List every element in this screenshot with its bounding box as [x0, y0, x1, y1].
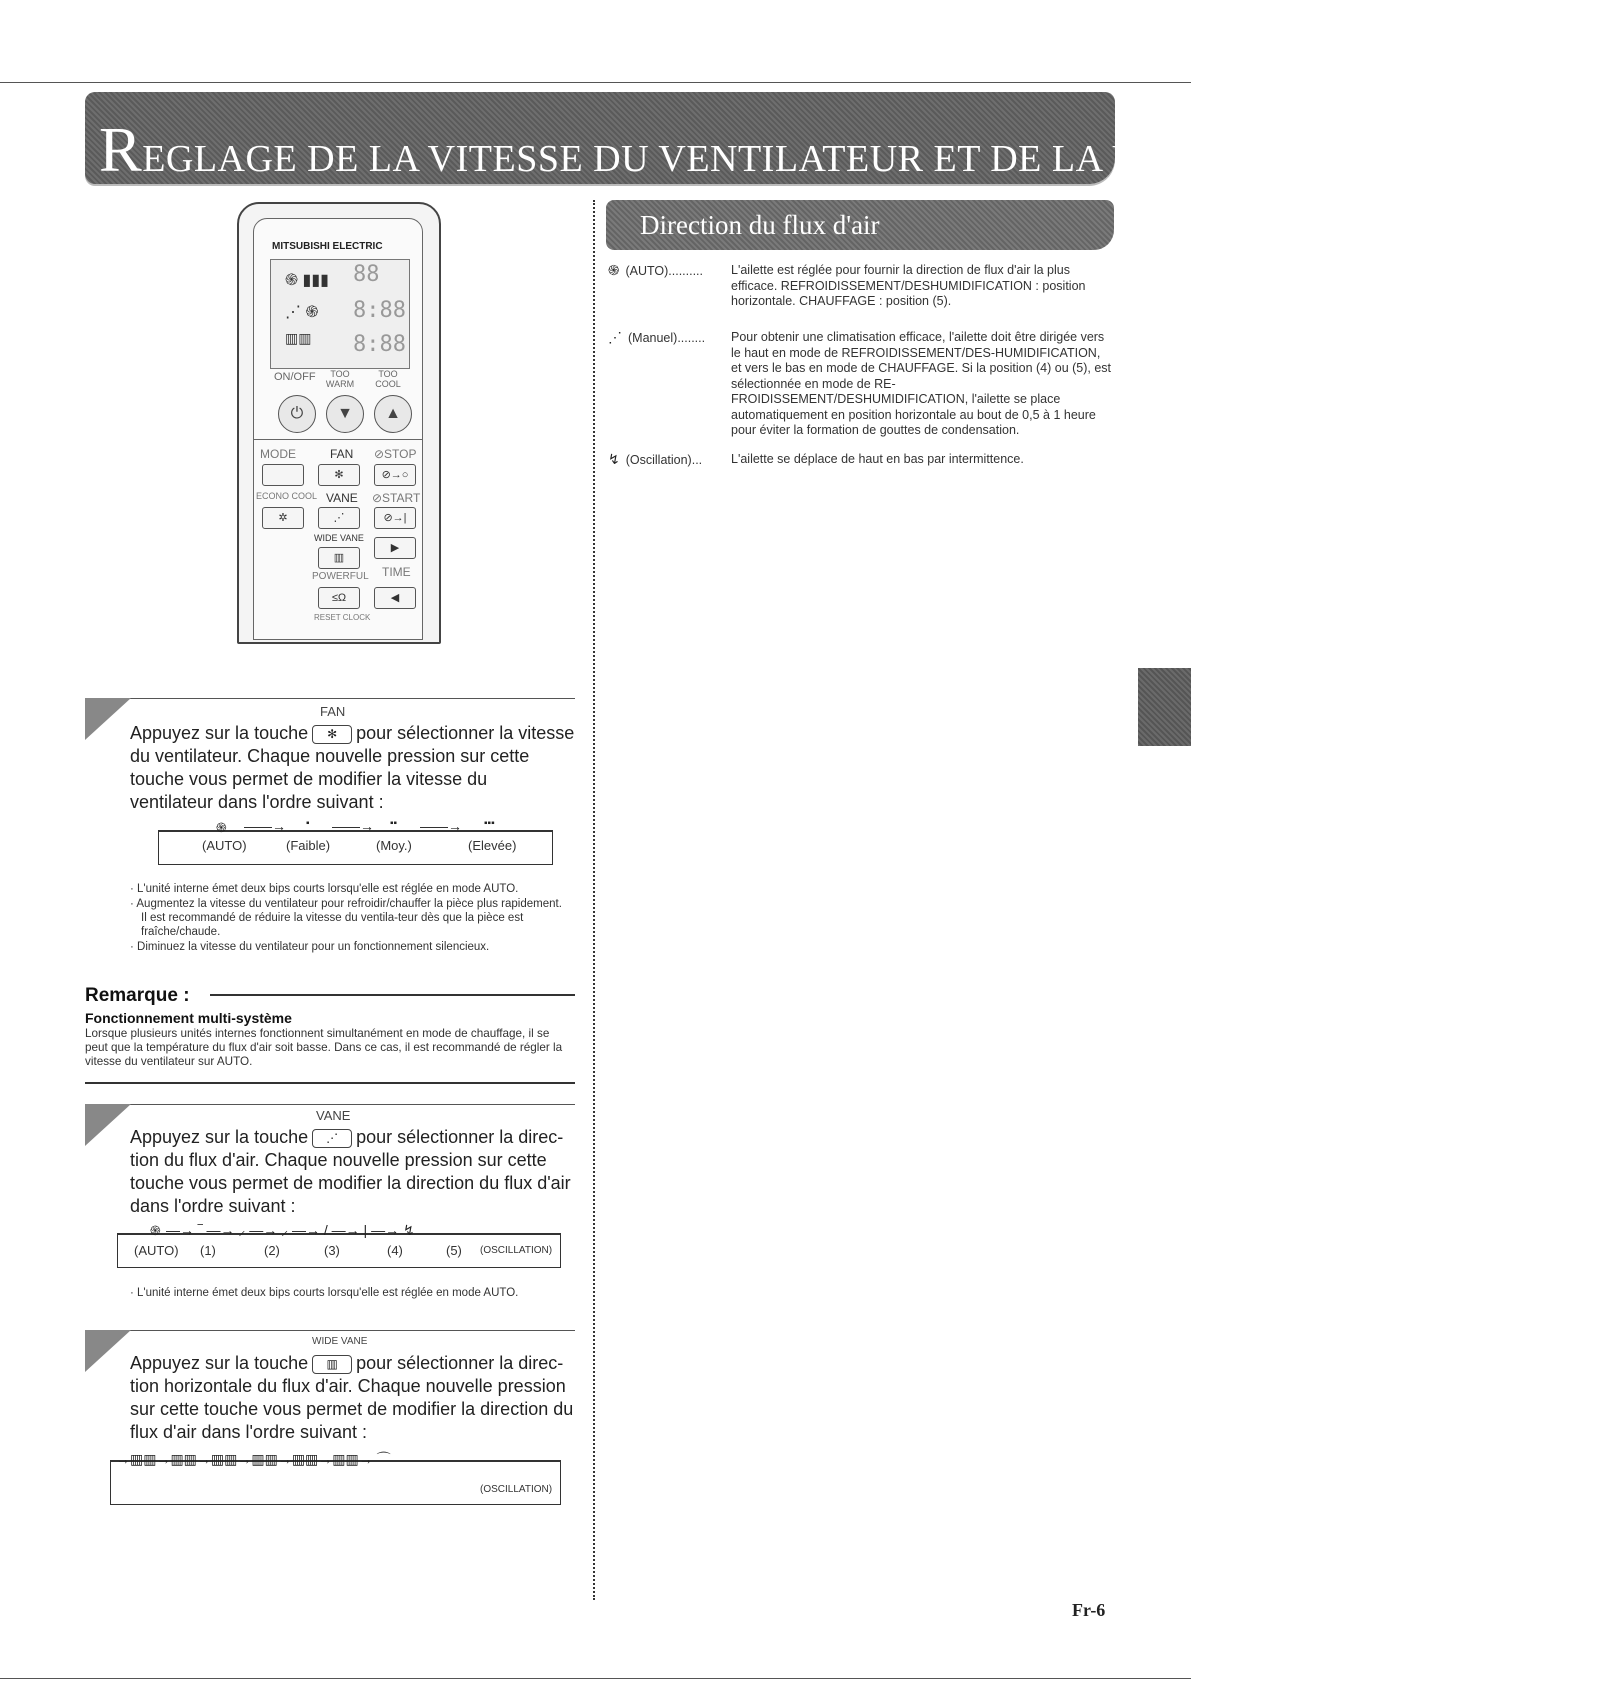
mode-label: MODE [260, 447, 296, 461]
seq-label: (OSCILLATION) [480, 1245, 553, 1256]
step2-text-a: Appuyez sur la touche [130, 1127, 309, 1147]
auto-icon: ֍ [608, 262, 620, 278]
fan-med-icon: ▪▪ [390, 818, 398, 829]
wide-vane-seq-icons: →▥▥→▥▥→▥▥→▥▥→▥▥→▥▥→ ⌒ [116, 1451, 391, 1467]
step1-key-label: FAN [320, 704, 346, 719]
step2-bullets [130, 1286, 570, 1301]
remark-bottom-rule [85, 1082, 575, 1084]
arrow-icon: —→ ‾ —→ ⸝ —→ ⸝ —→ / —→ | —→ ↯ [166, 1222, 415, 1238]
item-label: (Oscillation)... [625, 453, 703, 467]
subtitle-banner [606, 200, 1114, 250]
remark-title: Remarque : [85, 985, 190, 1006]
display-segment: 8:88 [353, 298, 406, 323]
swing-icon: ↯ [608, 451, 620, 467]
vane-auto-icon: ֍ [150, 1223, 161, 1238]
vane-label: VANE [326, 491, 358, 505]
remote-body [253, 218, 423, 640]
seq-label: (Moy.) [376, 838, 412, 853]
arrow-icon: ——→ [420, 818, 462, 834]
bullet-item: · L'unité interne émet deux bips courts lorsqu'elle est réglée en mode AUTO. [130, 883, 519, 895]
item-text: L'ailette est réglée pour fournir la direction de flux d'air la plus efficace. REFROIDISSEMENT/DESHUMIDIFICATION : position horizontale. CHAUFFAGE : position (5). [731, 263, 1086, 308]
remark-body: Lorsque plusieurs unités internes fonctionnent simultanément en mode de chauffage, il se peut que la température du flux d'air soit basse. Dans ce cas, il est recommandé de régler la vitesse du ventilateur sur AUTO. [85, 1027, 563, 1068]
fan-button[interactable]: ✻ [318, 464, 360, 486]
direction-item-swing [608, 452, 1113, 468]
seq-label: (1) [200, 1243, 216, 1258]
step2-text [130, 1126, 575, 1218]
step3-text [130, 1352, 575, 1444]
seq-label: (AUTO) [134, 1243, 179, 1258]
bottom-rule [0, 1678, 1191, 1679]
fan-key-icon: ✻ [312, 725, 352, 744]
too-warm-label: TOO WARM [325, 369, 355, 389]
step2-marker [85, 1104, 131, 1146]
arrow-icon: ——→ [332, 818, 374, 834]
bullet-item: · L'unité interne émet deux bips courts lorsqu'elle est réglée en mode AUTO. [130, 1287, 519, 1299]
seq-label: (5) [446, 1243, 462, 1258]
on-timer-button[interactable]: ⊘→| [374, 507, 416, 529]
step3-text-b: pour sélectionner la direc-tion horizontale du flux d'air. Chaque nouvelle pression sur cette touche vous permet de modifier la direction du flux d'air dans l'ordre suivant : [130, 1353, 574, 1442]
step2-text-b: pour sélectionner la direc-tion du flux d'air. Chaque nouvelle pression sur cette touche vous permet de modifier la direction du flux d'air dans l'ordre suivant : [130, 1127, 571, 1216]
step1-text-b: pour sélectionner la vitesse du ventilateur. Chaque nouvelle pression sur cette touche vous permet de modifier la vitesse du ventilateur dans l'ordre suivant : [130, 723, 575, 812]
powerful-label: POWERFUL [312, 571, 369, 582]
time-forward-button[interactable]: ▶ [374, 537, 416, 559]
step1-marker [85, 698, 131, 740]
item-text: L'ailette se déplace de haut en bas par intermittence. [731, 452, 1024, 466]
reset-clock-label: RESET CLOCK [314, 613, 371, 622]
item-label: (AUTO).......... [625, 264, 704, 278]
direction-item-auto [608, 263, 1113, 310]
remark-subtitle: Fonctionnement multi-système [85, 1010, 292, 1026]
on-off-button[interactable]: ⏻ [278, 395, 316, 433]
direction-item-manual [608, 330, 1113, 439]
step3-rule [85, 1330, 575, 1331]
mode-button[interactable] [262, 464, 304, 486]
arrow-icon: ——→ [244, 818, 286, 834]
seq-label: (4) [387, 1243, 403, 1258]
step1-text-a: Appuyez sur la touche [130, 723, 309, 743]
too-cool-label: TOO COOL [375, 369, 401, 389]
fan-low-icon: ▪ [306, 818, 310, 829]
wide-vane-label: WIDE VANE [314, 533, 364, 543]
manual-vane-icon: ⋰ [608, 329, 622, 345]
step1-rule [85, 698, 575, 699]
fan-label: FAN [330, 447, 354, 461]
column-divider [593, 200, 595, 1600]
temp-down-button[interactable]: ▼ [326, 395, 364, 433]
seq-label: (Faible) [286, 838, 331, 853]
subtitle: Direction du flux d'air [640, 210, 880, 240]
title-rest: EGLAGE DE LA VITESSE DU VENTILATEUR ET DE LA DIRECTION DU FLUX D'AIR [142, 138, 1610, 180]
top-rule [0, 82, 1191, 83]
time-label: TIME [382, 565, 411, 579]
vane-button[interactable]: ⋰ [318, 507, 360, 529]
step3-key-label: WIDE VANE [312, 1336, 368, 1347]
on-off-label: ON/OFF [274, 371, 316, 383]
display-segment: 88 [353, 262, 380, 287]
vane-icon: ⋰ ֍ [285, 304, 319, 321]
title-initial: R [99, 114, 143, 185]
remote-control [237, 202, 441, 644]
seq-label: (AUTO) [202, 838, 247, 853]
step3-marker [85, 1330, 131, 1372]
step1-bullets [130, 882, 570, 955]
bullet-item: · Augmentez la vitesse du ventilateur pour refroidir/chauffer la pièce plus rapidement. Il est recommandé de réduire la vitesse du ventila-teur dès que la pièce est fraîche/chaude. [130, 898, 562, 938]
off-timer-button[interactable]: ⊘→○ [374, 464, 416, 486]
time-back-button[interactable]: ◀ [374, 587, 416, 609]
seq-label: (OSCILLATION) [480, 1484, 553, 1495]
wide-vane-key-icon: ▥ [312, 1355, 352, 1374]
section-tab [1138, 668, 1191, 746]
fan-auto-seq-icon: ֍ [216, 820, 227, 835]
step2-rule [85, 1104, 575, 1105]
item-label: (Manuel)........ [628, 331, 706, 345]
fan-high-icon: ▪▪▪ [484, 818, 495, 829]
step1-text [130, 722, 575, 814]
wide-vane-button[interactable]: ▥ [318, 547, 360, 569]
powerful-button[interactable]: ≤Ω [318, 587, 360, 609]
seq-label: (2) [264, 1243, 280, 1258]
start-label: ⊘START [372, 491, 421, 505]
vane-key-icon: ⋰ [312, 1129, 352, 1148]
seq-label: (3) [324, 1243, 340, 1258]
remote-brand: MITSUBISHI ELECTRIC [272, 241, 383, 252]
wide-vane-icon: ▥▥ [285, 330, 312, 346]
fan-auto-icon: ֍ ▮▮▮ [285, 272, 329, 289]
title-banner [85, 92, 1610, 185]
econo-cool-label: ECONO COOL [256, 491, 318, 501]
display-segment: 8:88 [353, 332, 406, 357]
item-text: Pour obtenir une climatisation efficace, l'ailette doit être dirigée vers le haut en mode de REFROIDISSEMENT/DES-HUMIDIFICATION, et vers le bas en mode de CHAUFFAGE. Si la position (4) ou (5), est sélectionnée en mode de RE-FROIDISSEMENT/DESHUMIDIFICATION, l'ailette se place automatiquement en position horizontale au bout de 0,5 à 1 heure pour éviter la formation de gouttes de condensation. [731, 330, 1112, 437]
seq-label: (Elevée) [468, 838, 517, 853]
stop-label: ⊘STOP [374, 447, 417, 461]
remark-rule [210, 994, 575, 996]
bullet-item: · Diminuez la vitesse du ventilateur pour un fonctionnement silencieux. [130, 941, 490, 953]
temp-up-button[interactable]: ▲ [374, 395, 412, 433]
remote-divider [254, 439, 422, 440]
page-title [99, 114, 1610, 185]
page-number: Fr-6 [1072, 1600, 1106, 1620]
step2-key-label: VANE [316, 1108, 351, 1123]
remote-display [270, 259, 410, 369]
econo-cool-button[interactable]: ✲ [262, 507, 304, 529]
step3-text-a: Appuyez sur la touche [130, 1353, 309, 1373]
